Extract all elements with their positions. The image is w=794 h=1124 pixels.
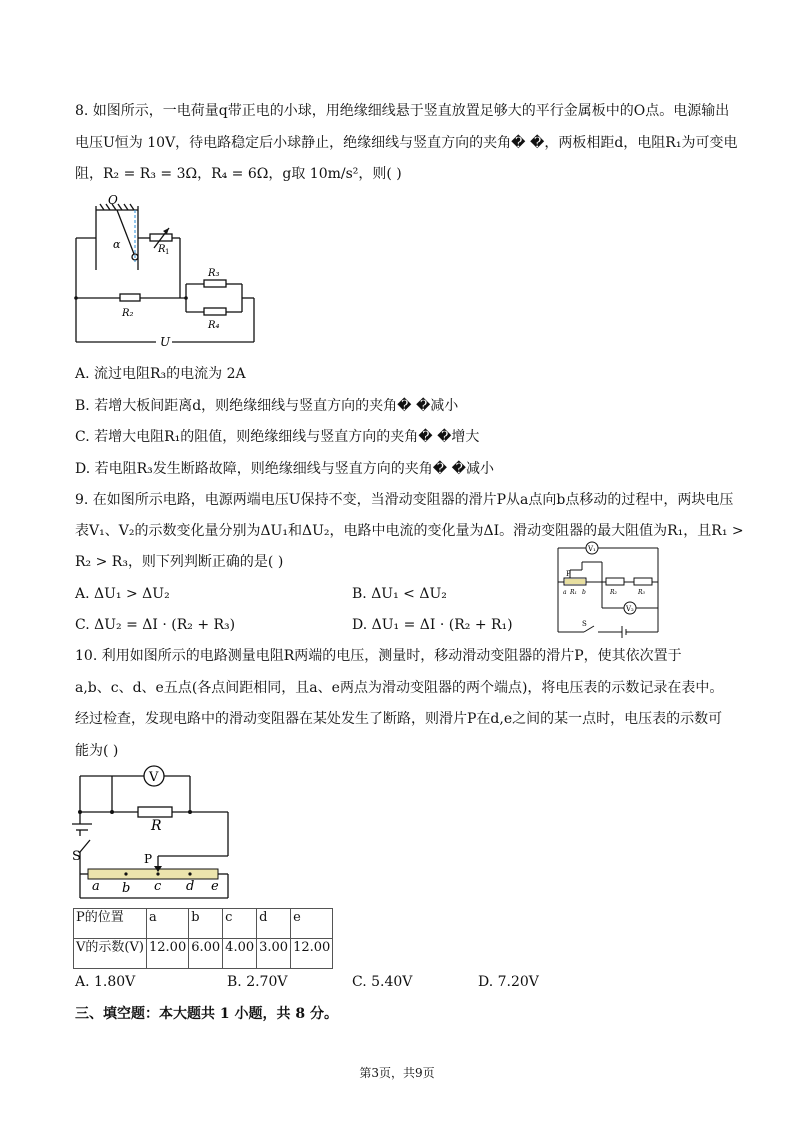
label-S: S [582, 620, 587, 628]
q8-stem-line1: 8. 如图所示，一电荷量q带正电的小球，用绝缘细线悬于竖直放置足够大的平行金属板中的O点。电源输出 [75, 103, 730, 119]
section-heading: 三、填空题：本大题共 1 小题，共 8 分。 [75, 1006, 338, 1022]
label-d: d [186, 879, 195, 894]
label-V: V [149, 770, 159, 785]
q9-stem-line3: R₂ > R₃，则下列判断正确的是( ) [75, 554, 284, 570]
label-b: b [582, 589, 586, 596]
q9-option-b: B. ΔU₁ < ΔU₂ [352, 586, 447, 602]
table-cell: P的位置 [74, 909, 147, 939]
label-b: b [122, 881, 131, 896]
label-O: O [108, 193, 118, 207]
label-a: a [563, 589, 567, 596]
q10-stem-line2: a,b、c、d、e五点(各点间距相同，且a、e两点为滑动变阻器的两个端点)，将电压表的示数记录在表中。 [75, 680, 724, 696]
table-row [74, 909, 333, 939]
label-P: P [566, 570, 571, 578]
label-R2: R₂ [610, 589, 617, 596]
label-alpha: α [113, 238, 121, 251]
label-R4: R₄ [208, 320, 220, 331]
q9-stem-line2: 表V₁、V₂的示数变化量分别为ΔU₁和ΔU₂，电路中电流的变化量为ΔI。滑动变阻器的最大阻值为R₁，且R₁ > [75, 523, 744, 539]
q10-circuit-figure [66, 764, 246, 906]
page-footer: 第3页，共9页 [359, 1066, 435, 1080]
label-U: U [160, 335, 171, 349]
label-R: R [151, 818, 162, 834]
q8-option-b: B. 若增大板间距离d，则绝缘细线与竖直方向的夹角� �减小 [75, 398, 459, 414]
table-cell: 6.00 [189, 939, 223, 969]
label-c: c [154, 879, 162, 894]
q9-option-d: D. ΔU₁ = ΔI · (R₂ + R₁) [352, 617, 513, 633]
q10-voltage-table [73, 908, 333, 969]
q9-option-a: A. ΔU₁ > ΔU₂ [75, 586, 170, 602]
q9-option-c: C. ΔU₂ = ΔI · (R₂ + R₃) [75, 617, 236, 633]
label-R1: R₁ [570, 589, 577, 596]
q8-option-d: D. 若电阻R₃发生断路故障，则绝缘细线与竖直方向的夹角� �减小 [75, 461, 494, 477]
table-cell: a [147, 909, 189, 939]
q8-option-c: C. 若增大电阻R₁的阻值，则绝缘细线与竖直方向的夹角� �增大 [75, 429, 480, 445]
label-S: S [72, 849, 81, 864]
q9-stem-line1: 9. 在如图所示电路，电源两端电压U保持不变，当滑动变阻器的滑片P从a点向b点移动的过程中，两块电压 [75, 492, 734, 508]
label-V1: V₁ [588, 545, 596, 553]
q10-option-d: D. 7.20V [478, 974, 539, 990]
table-cell: d [257, 909, 291, 939]
table-cell: e [291, 909, 333, 939]
q10-stem-line1: 10. 利用如图所示的电路测量电阻R两端的电压，测量时，移动滑动变阻器的滑片P，使其依次置于 [75, 648, 682, 664]
table-cell: c [223, 909, 257, 939]
q10-option-b: B. 2.70V [227, 974, 288, 990]
q10-option-c: C. 5.40V [352, 974, 413, 990]
label-R1: R [158, 244, 166, 255]
q8-stem-line3: 阻，R₂ = R₃ = 3Ω，R₄ = 6Ω，g取 10m/s²，则( ) [75, 166, 402, 182]
label-e: e [211, 879, 219, 894]
label-R3: R₃ [638, 589, 645, 596]
q10-stem-line4: 能为( ) [75, 743, 119, 759]
table-cell: b [189, 909, 223, 939]
table-cell: 4.00 [223, 939, 257, 969]
label-P: P [144, 852, 153, 866]
q8-circuit-figure [70, 192, 270, 352]
table-cell: V的示数(V) [74, 939, 147, 969]
label-R2: R₂ [122, 308, 134, 319]
label-R1-sub: 1 [165, 248, 170, 256]
label-R3: R₃ [208, 268, 220, 279]
q8-stem-line2: 电压U恒为 10V，待电路稳定后小球静止，绝缘细线与竖直方向的夹角� �，两板相距d，电阻R₁为可变电 [75, 135, 738, 151]
label-V2: V₂ [626, 605, 634, 613]
q10-stem-line3: 经过检查，发现电路中的滑动变阻器在某处发生了断路，则滑片P在d,e之间的某一点时，电压表的示数可 [75, 711, 723, 727]
q8-option-a: A. 流过电阻R₃的电流为 2A [75, 366, 246, 382]
table-row [74, 939, 333, 969]
table-cell: 12.00 [147, 939, 189, 969]
q9-circuit-figure [554, 538, 664, 638]
label-a: a [92, 879, 100, 894]
table-cell: 3.00 [257, 939, 291, 969]
table-cell: 12.00 [291, 939, 333, 969]
q10-option-a: A. 1.80V [75, 974, 136, 990]
